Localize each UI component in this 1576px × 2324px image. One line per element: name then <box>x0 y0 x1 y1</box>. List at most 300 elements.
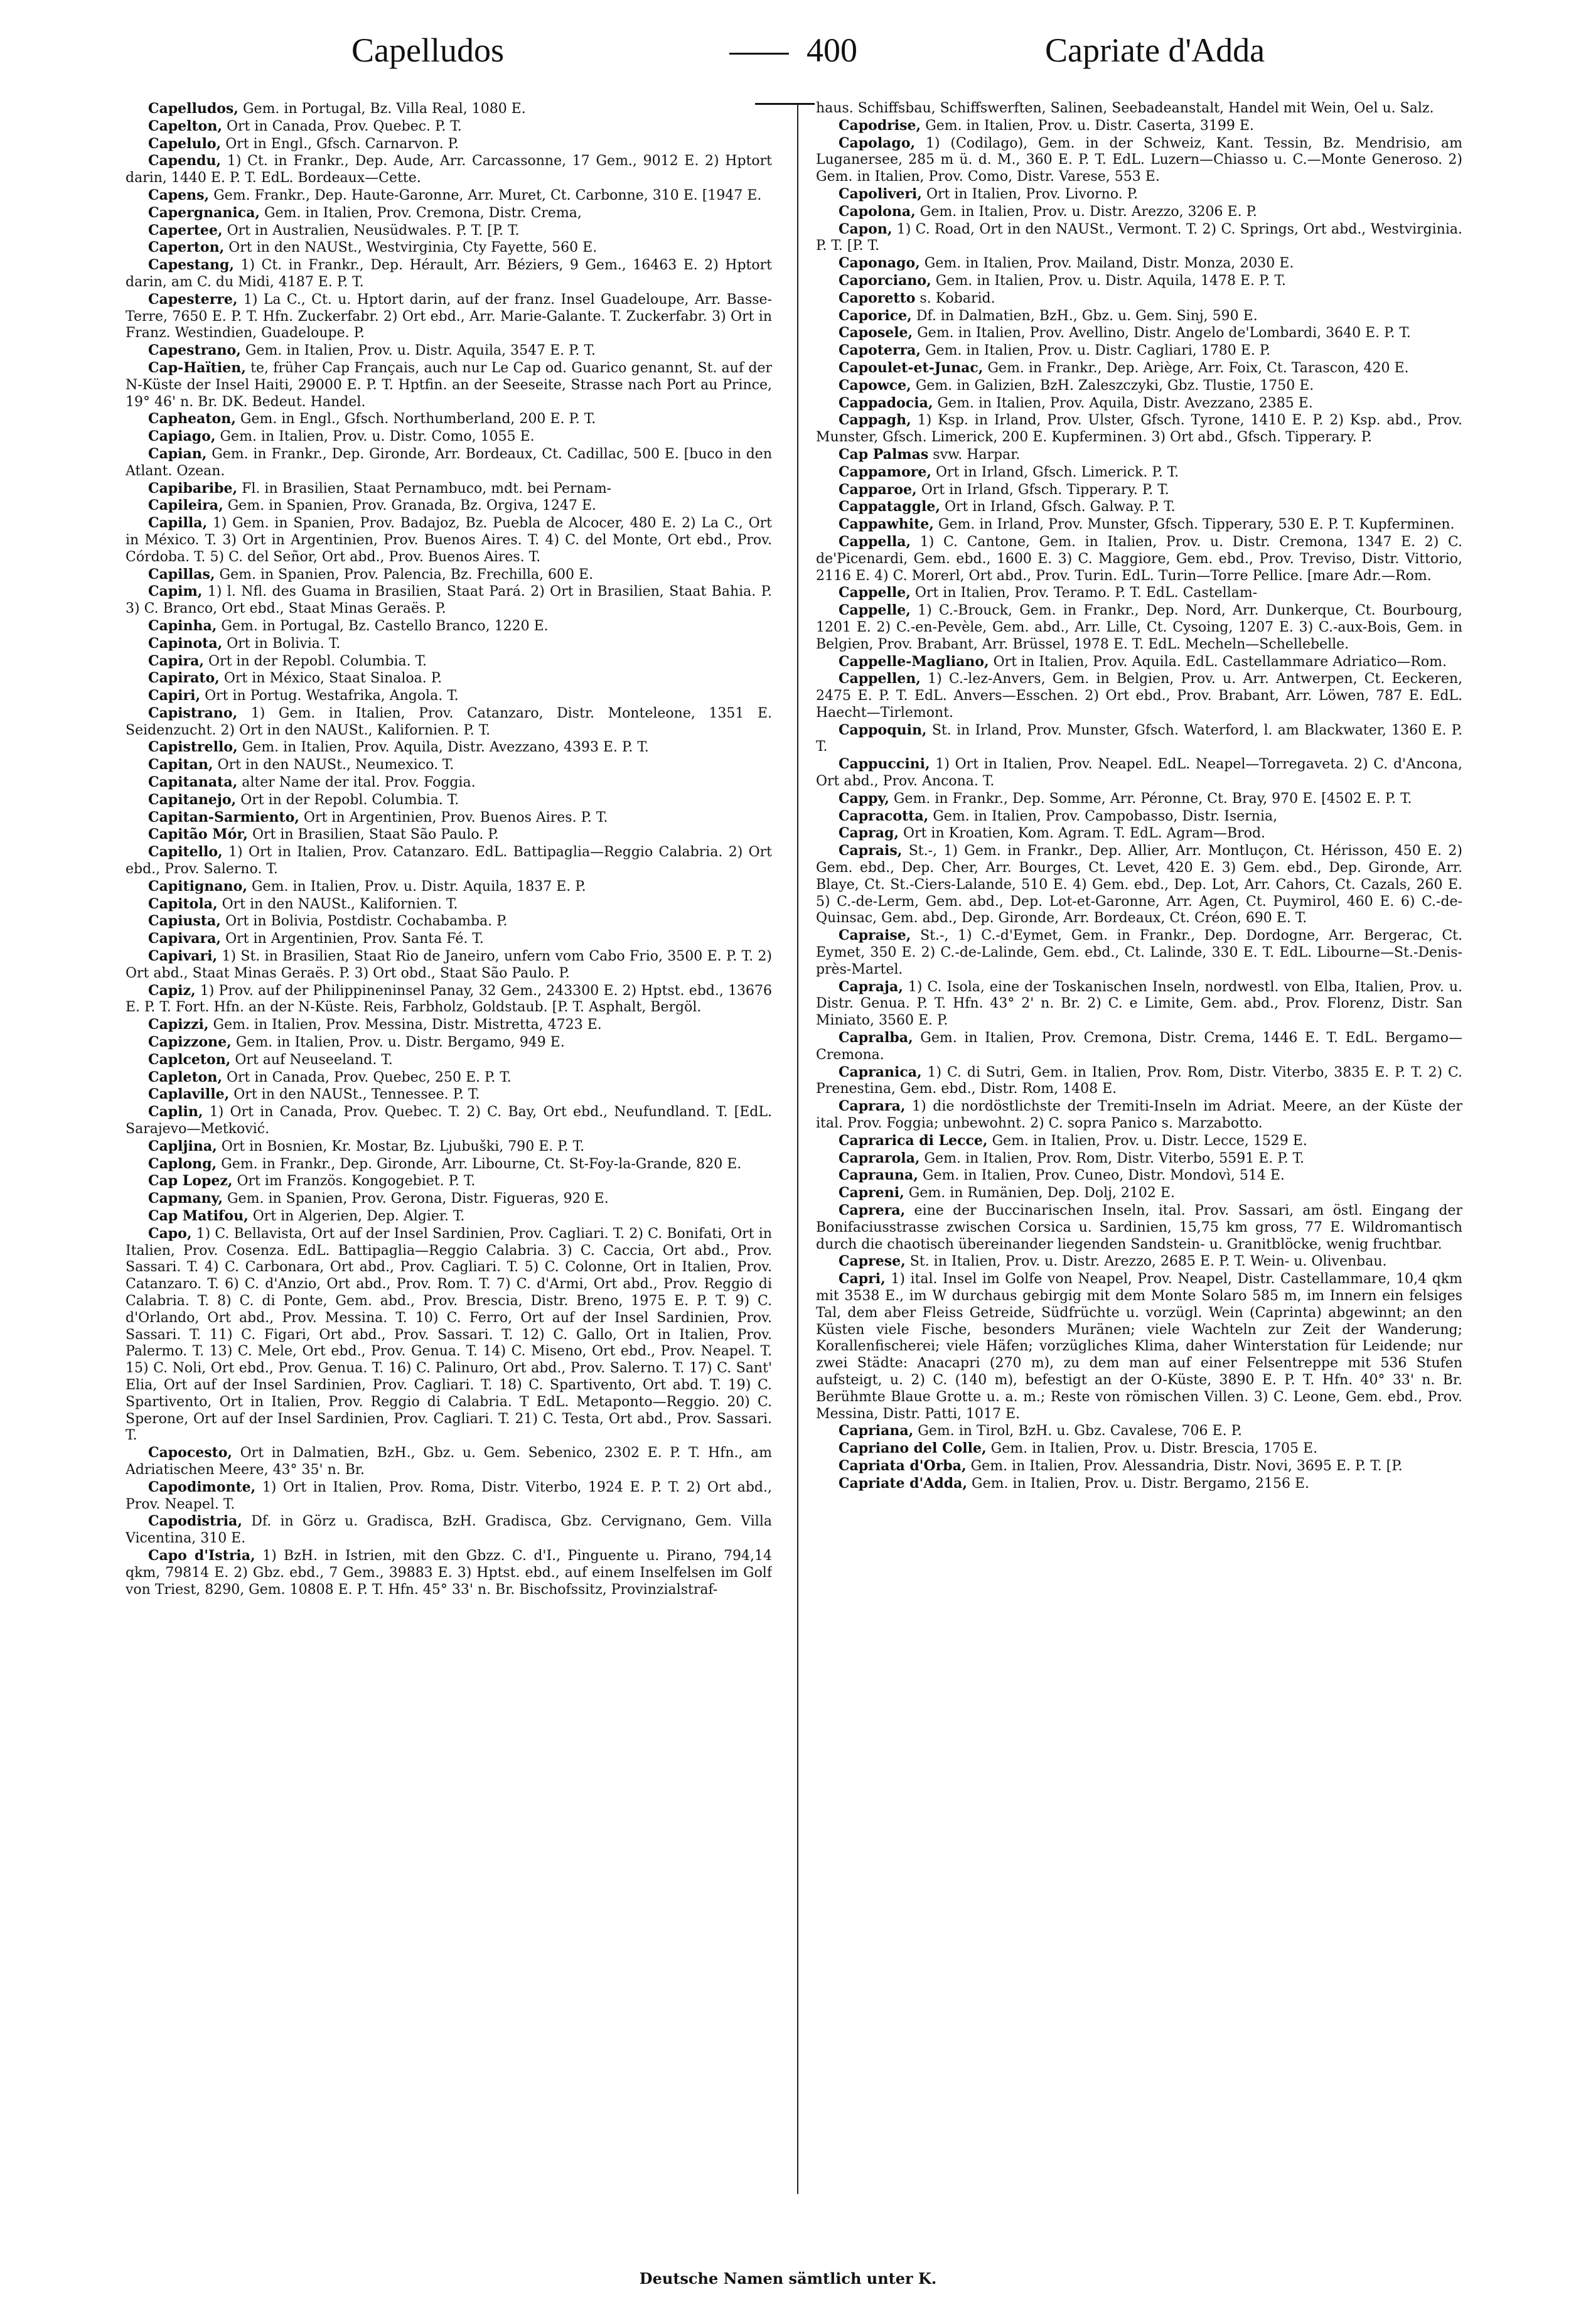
dictionary-entry <box>816 1271 1462 1423</box>
entry-text: Ort in Argentinien, Prov. Santa Fé. T. <box>225 931 484 947</box>
entry-text: 1) La C., Ct. u. Hptort darin, auf der franz. Insel Guadeloupe, Arr. Basse-Terre, 7650 E. P. T. Hfn. Zuckerfabr. 2) Ort ebd., Arr. Marie-Galante. T. Zuckerfabr. 3) Ort in Franz. Westindien, Guadeloupe. P. <box>126 291 772 342</box>
entry-headword: Cappamore, <box>839 463 931 480</box>
entry-text: Gem. in Italien, Prov. Aquila, Distr. Avezzano, 2385 E. <box>937 395 1313 411</box>
entry-headword: Cappuccini, <box>839 756 930 773</box>
dictionary-entry <box>126 756 772 774</box>
dictionary-entry <box>126 1547 772 1598</box>
entry-headword: Capesterre, <box>148 291 238 308</box>
entry-text: Ort in Italien, Prov. Teramo. P. T. EdL. Castellam- <box>914 585 1258 601</box>
entry-text: 1) C. Cantone, Gem. in Italien, Prov. u. Distr. Cremona, 1347 E. 2) C. de'Picenardi, Gem. ebd., 1600 E. 3) C. Maggiore, Gem. ebd., Prov. Treviso, Distr. Vittorio, 2116 E. 4) C. Morerl, Ort abd., Prov. Turin. EdL. Turin—Torre Pellice. [mare Adr.—Rom. <box>816 534 1462 584</box>
entry-headword: Capitan, <box>148 756 213 773</box>
entry-text: Gem. in Spanien, Prov. Gerona, Distr. Figueras, 920 E. <box>227 1191 609 1207</box>
entry-text: 1) Ct. in Frankr., Dep. Hérault, Arr. Béziers, 9 Gem., 16463 E. 2) Hptort darin, am C. du Midi, 4187 E. P. T. <box>126 257 772 290</box>
entry-text: Ort in Kroatien, Kom. Agram. T. EdL. Agram—Brod. <box>903 826 1266 842</box>
entry-headword: Capizzone, <box>148 1034 232 1051</box>
dictionary-entry <box>126 360 772 411</box>
entry-headword: Capergnanica, <box>148 204 260 221</box>
entry-headword: Capistrello, <box>148 739 238 756</box>
entry-text: Gem. in Italien, Prov. Campobasso, Distr. Isernia, <box>933 808 1278 824</box>
dictionary-entry <box>816 272 1462 290</box>
dictionary-entry <box>126 187 772 205</box>
entry-text: Gem. in Italien, Prov. Aquila, Distr. Avezzano, 4393 E. P. T. <box>242 740 649 756</box>
entry-text: alter Name der ital. Prov. Foggia. <box>242 775 476 791</box>
entry-headword: Caprais, <box>839 842 903 859</box>
dictionary-entry <box>126 566 772 584</box>
dictionary-entry <box>126 1444 772 1479</box>
dictionary-entry <box>126 1156 772 1173</box>
dictionary-entry <box>126 896 772 913</box>
entry-text: Ort in den NAUSt., Kalifornien. T. <box>222 896 458 912</box>
entry-headword: Caprese, <box>839 1253 906 1270</box>
dictionary-entry <box>816 446 1462 464</box>
dictionary-entry <box>816 825 1462 842</box>
entry-text: Gem. in Frankr., Dep. Ariège, Arr. Foix, Ct. Tarascon, 420 E. <box>987 360 1409 376</box>
dictionary-entry <box>816 842 1462 927</box>
dictionary-entry <box>126 428 772 446</box>
entry-text: Ort in den NAUSt., Tennessee. P. T. <box>233 1087 480 1103</box>
entry-text: Gem. Frankr., Dep. Haute-Garonne, Arr. Muret, Ct. Carbonne, 310 E. [1947 E. <box>213 187 762 203</box>
dictionary-entry <box>126 222 772 240</box>
entry-headword: Capizzi, <box>148 1016 209 1033</box>
entry-headword: Cappoquin, <box>839 721 927 738</box>
entry-text: Df. in Dalmatien, BzH., Gbz. u. Gem. Sinj, 590 E. <box>916 308 1258 324</box>
dictionary-entry <box>816 308 1462 325</box>
entry-text: Gem. in Italien, Prov. u. Distr. Bergamo, 2156 E. <box>972 1475 1310 1492</box>
dictionary-entry <box>816 1475 1462 1493</box>
left-column <box>126 100 772 2197</box>
entry-text: Gem. in Italien, Prov. u. Distr. Aquila, 3547 E. P. T. <box>245 343 596 359</box>
dictionary-entry <box>126 739 772 756</box>
dictionary-entry <box>126 1052 772 1069</box>
dictionary-entry <box>126 1034 772 1052</box>
entry-headword: Capirato, <box>148 670 220 687</box>
entry-text: 1) C. Isola, eine der Toskanischen Inseln, nordwestl. von Elba, Italien, Prov. u. Distr. Genua. P. T. Hfn. 43° 2' n. Br. 2) C. e Limite, Gem. abd., Prov. Florenz, Distr. San Miniato, 3560 E. P. <box>816 979 1462 1029</box>
dictionary-entry <box>816 1132 1462 1150</box>
entry-text: 1) C. Bellavista, Ort auf der Insel Sardinien, Prov. Cagliari. T. 2) C. Bonifati, Ort in Italien, Prov. Cosenza. EdL. Battipaglia—Reggio Calabria. 3) C. Caccia, Ort abd., Prov. Sassari. T. 4) C. Carbonara, Ort abd., Prov. Cagliari. T. 5) C. Colonne, Ort in Italien, Prov. Catanzaro. T. 6) C. d'Anzio, Ort abd., Prov. Rom. T. 7) C. d'Armi, Ort abd., Prov. Reggio di Calabria. T. 8) C. di Ponte, Gem. abd., Prov. Brescia, Distr. Breno, 1975 E. P. T. 9) C. d'Orlando, Ort abd., Prov. Messina. T. 10) C. Ferro, Ort auf der Insel Sardinien, Prov. Sassari. T. 11) C. Figari, Ort abd., Prov. Sassari. T. 12) C. Gallo, Ort in Italien, Prov. Palermo. T. 13) C. Mele, Ort ebd., Prov. Genua. T. 14) C. Miseno, Ort ebd., Prov. Neapel. T. 15) C. Noli, Ort ebd., Prov. Genua. T. 16) C. Palinuro, Ort abd., Prov. Salerno. T. 17) C. Sant' Elia, Ort auf der Insel Sardinien, Prov. Cagliari. T. 18) C. Spartivento, Ort abd. T. 19) C. Spartivento, Ort in Italien, Prov. Reggio di Calabria. T EdL. Metaponto—Reggio. 20) C. Sperone, Ort auf der Insel Sardinien, Prov. Cagliari. T. 21) C. Testa, Ort abd., Prov. Sassari. T. <box>126 1225 772 1444</box>
dictionary-entry <box>126 1513 772 1547</box>
entry-headword: Capistrano, <box>148 704 238 721</box>
dictionary-entry <box>816 1423 1462 1440</box>
entry-text: 1) die nordöstlichste der Tremiti-Inseln im Adriat. Meere, an der Küste der ital. Prov. Foggia; unbewohnt. 2) C. sopra Panico s. Marzabotto. <box>816 1099 1462 1132</box>
entry-headword: Capitan-Sarmiento, <box>148 809 299 826</box>
dictionary-entry <box>816 377 1462 395</box>
dictionary-entry <box>816 534 1462 584</box>
entry-headword: Caponago, <box>839 255 920 272</box>
entry-headword: Capracotta, <box>839 807 929 824</box>
entry-text: 1) Prov. auf der Philippineninsel Panay, 32 Gem., 243300 E. 2) Hptst. ebd., 13676 E. P. T. Fort. Hfn. an der N-Küste. Reis, Farbholz, Goldstaub. [P. T. Asphalt, Bergöl. <box>126 982 772 1016</box>
entry-headword: Capian, <box>148 445 207 462</box>
dictionary-entry <box>126 792 772 809</box>
entry-headword: Capodimonte, <box>148 1478 256 1495</box>
dictionary-entry <box>816 342 1462 360</box>
dictionary-entry <box>816 927 1462 978</box>
entry-text: Gem. in Spanien, Prov. Palencia, Bz. Frechilla, 600 E. <box>219 566 594 583</box>
entry-headword: Caplin, <box>148 1104 203 1121</box>
dictionary-entry <box>126 705 772 740</box>
entry-text: s. Kobarid. <box>919 290 995 306</box>
entry-text: Fl. in Brasilien, Staat Pernambuco, mdt. bei Pernam- <box>242 480 612 497</box>
dictionary-entry <box>126 257 772 291</box>
entry-headword: Capitignano, <box>148 878 247 895</box>
entry-headword: Capparoe, <box>839 481 917 498</box>
entry-text: St. in Italien, Prov. u. Distr. Arezzo, 2685 E. P. T. Wein- u. Olivenbau. <box>909 1254 1387 1270</box>
entry-text: Gem. in Tirol, BzH. u. Gbz. Cavalese, 706 E. P. <box>918 1423 1242 1439</box>
entry-headword: Capinha, <box>148 617 217 634</box>
entry-headword: Capowce, <box>839 377 911 394</box>
entry-text: St. in Irland, Prov. Munster, Gfsch. Waterford, l. am Blackwater, 1360 E. P. T. <box>816 722 1462 755</box>
header-left-title: Capelludos <box>351 31 504 69</box>
entry-headword: Capelludos, <box>148 100 239 117</box>
entry-text: Ort in Dalmatien, BzH., Gbz. u. Gem. Sebenico, 2302 E. P. T. Hfn., am Adriatischen Meere, 43° 35' n. Br. <box>126 1445 772 1478</box>
entry-text: Ort in Bolivia, Postdistr. Cochabamba. P. <box>225 913 508 930</box>
entry-text: Ort in den NAUSt., Neumexico. T. <box>217 757 454 773</box>
entry-headword: Cappelle, <box>839 584 911 601</box>
entry-text: svw. Harpar. <box>933 446 1021 463</box>
dictionary-entry <box>126 1086 772 1104</box>
dictionary-entry <box>816 1458 1462 1475</box>
entry-text: 1) Ort in Italien, Prov. Roma, Distr. Viterbo, 1924 E. P. T. 2) Ort abd., Prov. Neapel. T. <box>126 1479 772 1512</box>
entry-text: Gem. in Irland, Prov. Munster, Gfsch. Tipperary, 530 E. P. T. Kupferminen. <box>938 517 1455 533</box>
dictionary-entry <box>126 618 772 635</box>
entry-headword: Capens, <box>148 186 210 203</box>
dictionary-entry <box>126 1138 772 1156</box>
entry-text: Gem. in Galizien, BzH. Zaleszczyki, Gbz. Tlustie, 1750 E. <box>915 377 1314 394</box>
entry-headword: Cap-Haïtien, <box>148 359 246 376</box>
entry-text: Gem. in Engl., Gfsch. Northumberland, 200 E. P. T. <box>240 411 596 428</box>
entry-text: Gem. in Italien, Prov. u. Distr. Lecce, 1529 E. <box>992 1132 1307 1149</box>
entry-text: Ort in den NAUSt., Westvirginia, Cty Fayette, 560 E. <box>228 240 598 256</box>
entry-text: 1) C.-Brouck, Gem. in Frankr., Dep. Nord, Arr. Dunkerque, Ct. Bourbourg, 1201 E. 2) C.-en-Pevèle, Gem. abd., Arr. Lille, Ct. Cysoing, 1207 E. 3) C.-aux-Bois, Gem. in Belgien, Prov. Brabant, Arr. Brüssel, 1978 E. T. EdL. Mecheln—Schellebelle. <box>816 603 1462 652</box>
entry-headword: Capraja, <box>839 978 903 995</box>
dictionary-entry <box>126 1173 772 1190</box>
entry-text: 1) C.-lez-Anvers, Gem. in Belgien, Prov. u. Arr. Antwerpen, Ct. Eeckeren, 2475 E. P. T. EdL. Anvers—Esschen. 2) Ort ebd., Prov. Brabant, Arr. Löwen, 787 E. EdL. Haecht—Tirlemont. <box>816 671 1462 721</box>
entry-headword: Capoliveri, <box>839 185 922 202</box>
dictionary-entry <box>816 790 1462 808</box>
entry-text: Ort in der Repobl. Columbia. T. <box>208 653 427 669</box>
entry-text: 1) C. Road, Ort in den NAUSt., Vermont. T. 2) C. Springs, Ort abd., Westvirginia. P. T. [P. T. <box>816 221 1462 254</box>
entry-text: 1) Ort in Italien, Prov. Catanzaro. EdL. Battipaglia—Reggio Calabria. 2) Ort ebd., Prov. Salerno. T. <box>126 844 772 878</box>
entry-text: Ort in Canada, Prov. Quebec, 250 E. P. T. <box>227 1069 512 1085</box>
dictionary-entry <box>816 516 1462 534</box>
dictionary-entry <box>126 1208 772 1225</box>
entry-headword: Caplaville, <box>148 1086 230 1103</box>
dictionary-entry <box>126 1016 772 1034</box>
dictionary-entry <box>126 342 772 360</box>
entry-headword: Cappella, <box>839 533 911 550</box>
entry-headword: Capri, <box>839 1271 886 1288</box>
entry-text: Gem. in Italien, Prov. Alessandria, Distr. Novi, 3695 E. P. T. [P. <box>970 1458 1403 1474</box>
entry-headword: Cappelle, <box>839 602 911 619</box>
dictionary-entry <box>816 602 1462 653</box>
page-number: 400 <box>807 31 857 69</box>
entry-text: Gem. in Italien, Prov. Rom, Distr. Viterbo, 5591 E. P. T. <box>924 1150 1305 1166</box>
dictionary-entry <box>126 687 772 705</box>
dictionary-entry <box>126 1225 772 1444</box>
dictionary-entry <box>126 635 772 653</box>
dictionary-entry <box>126 844 772 878</box>
entry-headword: Capitão Mór, <box>148 826 248 843</box>
dictionary-entry <box>816 654 1462 671</box>
right-column <box>816 100 1462 2197</box>
entry-text: Gem. in Italien, Prov. u. Distr. Bergamo, 949 E. <box>235 1035 565 1051</box>
dictionary-entry <box>816 584 1462 602</box>
entry-headword: Capmany, <box>148 1190 223 1207</box>
dictionary-entry <box>126 136 772 153</box>
entry-text: Gem. in Portugal, Bz. Villa Real, 1080 E. <box>242 101 526 117</box>
dictionary-entry <box>126 1069 772 1087</box>
entry-text: Gem. in Italien, Prov. Mailand, Distr. Monza, 2030 E. <box>924 256 1294 272</box>
entry-text: Gem. in Frankr., Dep. Gironde, Arr. Libourne, Ct. St-Foy-la-Grande, 820 E. <box>221 1156 742 1172</box>
entry-text: Gem. in Portugal, Bz. Castello Branco, 1220 E. <box>221 618 549 634</box>
header-right-title: Capriate d'Adda <box>1045 31 1265 69</box>
entry-headword: Capodistria, <box>148 1513 242 1530</box>
dictionary-entry <box>816 1064 1462 1099</box>
entry-headword: Capiago, <box>148 428 216 445</box>
entry-text: 1) ital. Insel im Golfe von Neapel, Prov. Neapel, Distr. Castellammare, 10,4 qkm mit 3538 E., im W durchaus gebirgig mit dem Monte Solaro 585 m, im Innern ein felsiges Tal, dem aber Fleiss Getreide, Südfrüchte u. vorzügl. Wein (Caprinta) abgewinnt; an den Küsten viele Fische, besonders Muränen; viele Wachteln zur Zeit der Wanderung; Korallenfischerei; viele Häfen; vorzügliches Klima, daher Winterstation für Leidende; nur zwei Städte: Anacapri (270 m), zu dem man auf einer Felsentreppe mit 536 Stufen aufsteigt, u. 2) C. (140 m), befestigt an der O-Küste, 3890 E. P. T. Hfn. 40° 33' n. Br. Berühmte Blaue Grotte u. a. m.; Reste von römischen Villen. 3) C. Leone, Gem. ebd., Prov. Messina, Distr. Patti, 1017 E. <box>816 1271 1462 1422</box>
entry-headword: Capriana, <box>839 1423 914 1439</box>
entry-text: Ort in Canada, Prov. Quebec. P. T. <box>227 118 462 134</box>
entry-headword: Capelton, <box>148 117 222 134</box>
dictionary-entry <box>816 481 1462 499</box>
entry-headword: Cappawhite, <box>839 516 934 533</box>
dictionary-entry <box>126 153 772 187</box>
dictionary-entry <box>126 118 772 136</box>
dictionary-entry <box>126 446 772 480</box>
entry-headword: Capillas, <box>148 566 215 583</box>
entry-text: Gem. in Rumänien, Dep. Dolj, 2102 E. <box>908 1185 1175 1202</box>
dictionary-entry <box>126 100 772 118</box>
entry-text: Gem. in Italien, Prov. Cuneo, Distr. Mondovì, 514 E. <box>922 1168 1285 1184</box>
entry-text: Ort in México, Staat Sinaloa. P. <box>223 670 442 687</box>
entry-headword: Cap Palmas <box>839 446 929 463</box>
entry-headword: Cappataggle, <box>839 498 940 515</box>
dictionary-entry <box>126 878 772 896</box>
entry-text: Gem. in Italien, Prov. u. Distr. Brescia, 1705 E. <box>990 1441 1318 1457</box>
dictionary-entry <box>126 1190 772 1208</box>
entry-headword: Capiri, <box>148 687 201 704</box>
entry-text: Ort in Algerien, Dep. Algier. T. <box>252 1208 465 1224</box>
entry-text: 1) l. Nfl. des Guama in Brasilien, Staat Pará. 2) Ort in Brasilien, Staat Bahia. P. 3) C. Branco, Ort ebd., Staat Minas Geraës. P. <box>126 584 772 617</box>
entry-headword: Cappagh, <box>839 412 911 429</box>
column-divider <box>797 104 798 2194</box>
entry-text: 1) (Codilago), Gem. in der Schweiz, Kant. Tessin, Bz. Mendrisio, am Luganersee, 285 m ü. d. M., 360 E. P. T. EdL. Luzern—Chiasso u. C.—Monte Generoso. 2) Gem. in Italien, Prov. Como, Distr. Varese, 553 E. <box>816 135 1462 185</box>
entry-text: 1) Ct. in Frankr., Dep. Aude, Arr. Carcassonne, 17 Gem., 9012 E. 2) Hptort darin, 1440 E. P. T. EdL. Bordeaux—Cette. <box>126 153 772 186</box>
entry-text: Gem. in Italien, Prov. u. Distr. Arezzo, 3206 E. P. <box>919 203 1257 220</box>
dictionary-entry <box>816 325 1462 342</box>
entry-headword: Capralba, <box>839 1030 913 1046</box>
entry-headword: Caprauna, <box>839 1167 918 1184</box>
entry-headword: Capestrano, <box>148 342 241 359</box>
dictionary-entry <box>816 135 1462 186</box>
entry-headword: Capitello, <box>148 844 223 861</box>
dictionary-entry <box>126 670 772 687</box>
entry-text: 1) Ksp. in Irland, Prov. Ulster, Gfsch. Tyrone, 1410 E. P. 2) Ksp. abd., Prov. Munster, Gfsch. Limerick, 200 E. Kupferminen. 3) Ort abd., Gfsch. Tipperary. P. <box>816 412 1462 446</box>
entry-text: Ort in Italien, Prov. Aquila. EdL. Castellammare Adriatico—Rom. <box>993 654 1447 670</box>
entry-text: Gem. in Spanien, Prov. Granada, Bz. Orgiva, 1247 E. <box>227 498 597 514</box>
entry-headword: Capo, <box>148 1225 192 1242</box>
entry-text: 1) C. di Sutri, Gem. in Italien, Prov. Rom, Distr. Viterbo, 3835 E. P. T. 2) C. Prenestina, Gem. ebd., Distr. Rom, 1408 E. <box>816 1064 1462 1097</box>
entry-text: St.-, 1) C.-d'Eymet, Gem. in Frankr., Dep. Dordogne, Arr. Bergerac, Ct. Eymet, 350 E. 2) C.-de-Lalinde, Gem. ebd., Ct. Lalinde, 330 E. T. EdL. Libourne—St.-Denis-près-Martel. <box>816 928 1462 977</box>
entry-text: Ort in der Repobl. Columbia. T. <box>240 792 459 808</box>
entry-text: 1) Ort in Canada, Prov. Quebec. T. 2) C. Bay, Ort ebd., Neufundland. T. [EdL. Sarajevo—Metković. <box>126 1104 772 1138</box>
entry-headword: Capira, <box>148 652 205 669</box>
entry-headword: Capoulet-et-Junac, <box>839 359 984 376</box>
entry-text: Gem. in Italien, Prov. Cremona, Distr. Crema, 1446 E. T. EdL. Bergamo—Cremona. <box>816 1030 1462 1063</box>
dictionary-entry <box>126 239 772 257</box>
entry-text: Gem. in Frankr., Dep. Gironde, Arr. Bordeaux, Ct. Cadillac, 500 E. [buco in den Atlant. Ozean. <box>126 446 772 479</box>
dictionary-entry <box>126 948 772 982</box>
entry-headword: Capestang, <box>148 257 234 274</box>
header-dash-left <box>729 53 789 55</box>
dictionary-entry <box>816 290 1462 308</box>
entry-headword: Capodrise, <box>839 117 921 134</box>
entry-text: 1) Ort in Italien, Prov. Neapel. EdL. Neapel—Torregaveta. 2) C. d'Ancona, Ort abd., Prov. Ancona. T. <box>816 756 1462 790</box>
dictionary-entry <box>816 1440 1462 1458</box>
entry-text: Gem. in Italien, Prov. Cremona, Distr. Crema, <box>264 205 582 221</box>
entry-text: 1) BzH. in Istrien, mit den Gbzz. C. d'I., Pinguente u. Pirano, 794,14 qkm, 79814 E. 2) Gbz. ebd., 7 Gem., 39883 E. 3) Hptst. ebd., auf einem Inselfelsen im Golf von Triest, 8290, Gem. 10808 E. P. T. Hfn. 45° 33' n. Br. Bischofssitz, Provinzialstraf- <box>126 1547 772 1598</box>
dictionary-entry <box>126 913 772 930</box>
entry-text: 1) Gem. in Spanien, Prov. Badajoz, Bz. Puebla de Alcocer, 480 E. 2) La C., Ort in México. T. 3) Ort in Argentinien, Prov. Buenos Aires. T. 4) C. del Monte, Ort ebd., Prov. Córdoba. T. 5) C. del Señor, Ort abd., Prov. Buenos Aires. T. <box>126 515 772 565</box>
entry-text: Ort in Irland, Gfsch. Galway. P. T. <box>944 499 1176 515</box>
entry-text: Gem. in Italien, Prov. u. Distr. Aquila, 1837 E. P. <box>252 878 586 895</box>
entry-headword: Capljina, <box>148 1138 217 1154</box>
entry-headword: Capheaton, <box>148 411 236 428</box>
entry-headword: Capolona, <box>839 203 916 220</box>
entry-text: Gem. in Italien, Prov. Messina, Distr. Mistretta, 4723 E. <box>213 1017 602 1033</box>
entry-headword: Capraise, <box>839 927 911 944</box>
dictionary-entry <box>816 1150 1462 1168</box>
page-footer-note: Deutsche Namen sämtlich unter K. <box>639 2269 937 2288</box>
entry-text: Ort in Irland, Gfsch. Limerick. P. T. <box>935 464 1179 480</box>
entry-headword: Caporice, <box>839 307 912 324</box>
dictionary-entry <box>126 774 772 792</box>
entry-headword: Capriano del Colle, <box>839 1440 987 1457</box>
entry-headword: Capibaribe, <box>148 480 238 497</box>
entry-headword: Caperton, <box>148 239 225 256</box>
entry-headword: Capertee, <box>148 222 223 239</box>
entry-headword: Capelulo, <box>148 135 222 152</box>
entry-text: haus. Schiffsbau, Schiffswerften, Salinen, Seebadeanstalt, Handel mit Wein, Oel u. Salz. <box>816 100 1434 116</box>
entry-text: Ort in Australien, Neusüdwales. P. T. [P. T. <box>227 222 520 239</box>
entry-text: Ort im Französ. Kongogebiet. P. T. <box>237 1173 476 1190</box>
entry-text: 1) St. in Brasilien, Staat Rio de Janeiro, unfern vom Cabo Frio, 3500 E. P. T. 2) Ort abd., Staat Minas Geraës. P. 3) Ort obd., Staat São Paulo. P. <box>126 949 772 981</box>
entry-headword: Capivari, <box>148 948 218 965</box>
entry-headword: Capocesto, <box>148 1444 233 1461</box>
entry-text: Ort in Italien, Prov. Livorno. P. <box>926 186 1138 202</box>
entry-headword: Caposele, <box>839 325 913 342</box>
dictionary-entry <box>126 497 772 515</box>
entry-headword: Capranica, <box>839 1063 922 1080</box>
dictionary-entry <box>816 808 1462 826</box>
dictionary-entry <box>126 826 772 844</box>
entry-headword: Capinota, <box>148 635 223 652</box>
entry-text: Gem. in Italien, Prov. u. Distr. Caserta, 3199 E. <box>925 117 1254 134</box>
entry-text: Ort in Brasilien, Staat São Paulo. P. <box>252 827 499 843</box>
entry-headword: Capolago, <box>839 134 916 151</box>
entry-text: Ort in Bosnien, Kr. Mostar, Bz. Ljubuški, 790 E. P. T. <box>221 1138 585 1154</box>
entry-text: Ort in Engl., Gfsch. Carnarvon. P. <box>225 136 459 152</box>
dictionary-entry <box>816 464 1462 481</box>
dictionary-entry <box>816 756 1462 790</box>
entry-headword: Caprera, <box>839 1202 906 1218</box>
dictionary-entry <box>816 221 1462 256</box>
dictionary-entry <box>126 480 772 498</box>
dictionary-entry <box>816 117 1462 135</box>
dictionary-entry <box>816 395 1462 412</box>
entry-headword: Caplong, <box>148 1155 217 1172</box>
entry-text: Gem. in Italien, Prov. Avellino, Distr. Angelo de'Lombardi, 3640 E. P. T. <box>917 325 1411 342</box>
entry-text: St.-, 1) Gem. in Frankr., Dep. Allier, Arr. Montluçon, Ct. Hérisson, 450 E. 2) Gem. ebd., Dep. Cher, Arr. Bourges, Ct. Levet, 420 E. 3) Gem. ebd., Dep. Gironde, Arr. Blaye, Ct. St.-Ciers-Lalande, 510 E. 4) Gem. ebd., Dep. Lot, Arr. Cahors, Ct. Cazals, 260 E. 5) C.-de-Lerm, Gem. abd., Dep. Lot-et-Garonne, Arr. Agen, Ct. Puymirol, 460 E. 6) C.-de-Quinsac, Gem. abd., Dep. Gironde, Arr. Bordeaux, Ct. Créon, 690 E. T. <box>816 843 1462 927</box>
entry-headword: Cappellen, <box>839 670 921 687</box>
dictionary-entry <box>816 360 1462 377</box>
dictionary-entry <box>816 1185 1462 1202</box>
entry-headword: Capreni, <box>839 1185 904 1202</box>
entry-text: te, früher Cap Français, auch nur Le Cap od. Guarico genannt, St. auf der N-Küste der Insel Haiti, 29000 E. P. T. Hptfin. an der Seeseite, Strasse nach Port au Prince, 19° 46' n. Br. DK. Bedeut. Handel. <box>126 360 772 410</box>
entry-headword: Capitanata, <box>148 774 238 791</box>
entry-headword: Capriate d'Adda, <box>839 1475 968 1492</box>
entry-headword: Caplceton, <box>148 1051 231 1068</box>
entry-headword: Caporciano, <box>839 272 931 289</box>
entry-headword: Caprag, <box>839 825 899 842</box>
entry-headword: Capivara, <box>148 930 222 947</box>
dictionary-entry <box>816 670 1462 721</box>
dictionary-entry <box>126 930 772 948</box>
dictionary-entry <box>816 1098 1462 1132</box>
entry-text: Ort auf Neuseeland. T. <box>235 1052 393 1068</box>
dictionary-entry <box>816 1167 1462 1185</box>
dictionary-entry <box>816 498 1462 516</box>
dictionary-entry <box>126 1479 772 1514</box>
entry-text: Ort in Irland, Gfsch. Tipperary. P. T. <box>921 481 1169 498</box>
entry-headword: Cappelle-Magliano, <box>839 653 989 670</box>
entry-headword: Capitola, <box>148 895 218 912</box>
header-page-number <box>672 25 898 75</box>
entry-text: Gem. in Frankr., Dep. Somme, Arr. Péronne, Ct. Bray, 970 E. [4502 E. P. T. <box>893 790 1412 807</box>
dictionary-entry <box>126 515 772 566</box>
dictionary-entry <box>816 1202 1462 1253</box>
entry-headword: Caprarola, <box>839 1149 920 1166</box>
entry-headword: Capiz, <box>148 982 196 999</box>
entry-headword: Capriata d'Orba, <box>839 1457 967 1474</box>
entry-headword: Capoterra, <box>839 342 921 359</box>
entry-text: Ort in Portug. Westafrika, Angola. T. <box>205 688 459 704</box>
dictionary-entry <box>816 186 1462 203</box>
entry-headword: Capilla, <box>148 515 208 532</box>
dictionary-entry <box>126 1104 772 1138</box>
dictionary-entry <box>816 255 1462 272</box>
dictionary-entry <box>126 583 772 618</box>
dictionary-entry <box>816 722 1462 756</box>
entry-headword: Cap Lopez, <box>148 1173 233 1190</box>
entry-headword: Cappy, <box>839 790 889 807</box>
dictionary-entry <box>126 205 772 222</box>
dictionary-entry <box>816 100 1462 117</box>
entry-text: Gem. in Italien, Prov. u. Distr. Como, 1055 E. <box>220 429 535 445</box>
entry-headword: Capim, <box>148 583 203 600</box>
dictionary-entry <box>816 1253 1462 1271</box>
entry-headword: Capon, <box>839 220 893 237</box>
entry-headword: Capitanejo, <box>148 791 237 808</box>
entry-text: 1) Gem. in Italien, Prov. Catanzaro, Distr. Monteleone, 1351 E. Seidenzucht. 2) Ort in den NAUSt., Kalifornien. P. T. <box>126 705 772 738</box>
dictionary-entry <box>816 979 1462 1030</box>
dictionary-entry <box>816 203 1462 221</box>
entry-headword: Caporetto <box>839 289 916 306</box>
entry-text: Ort in Bolivia. T. <box>227 635 341 652</box>
entry-text: Df. in Görz u. Gradisca, BzH. Gradisca, Gbz. Cervignano, Gem. Villa Vicentina, 310 E. <box>126 1514 772 1547</box>
entry-text: eine der Buccinarischen Inseln, ital. Prov. Sassari, am östl. Eingang der Bonifaciusstrasse zwischen Corsica u. Sardinien, 15,75 km gross, 77 E. Wildromantisch durch die chaotisch übereinander liegenden Sandstein- u. Granitblöcke, wenig fruchtbar. <box>816 1203 1462 1252</box>
entry-headword: Capiusta, <box>148 913 221 930</box>
dictionary-entry <box>126 653 772 670</box>
